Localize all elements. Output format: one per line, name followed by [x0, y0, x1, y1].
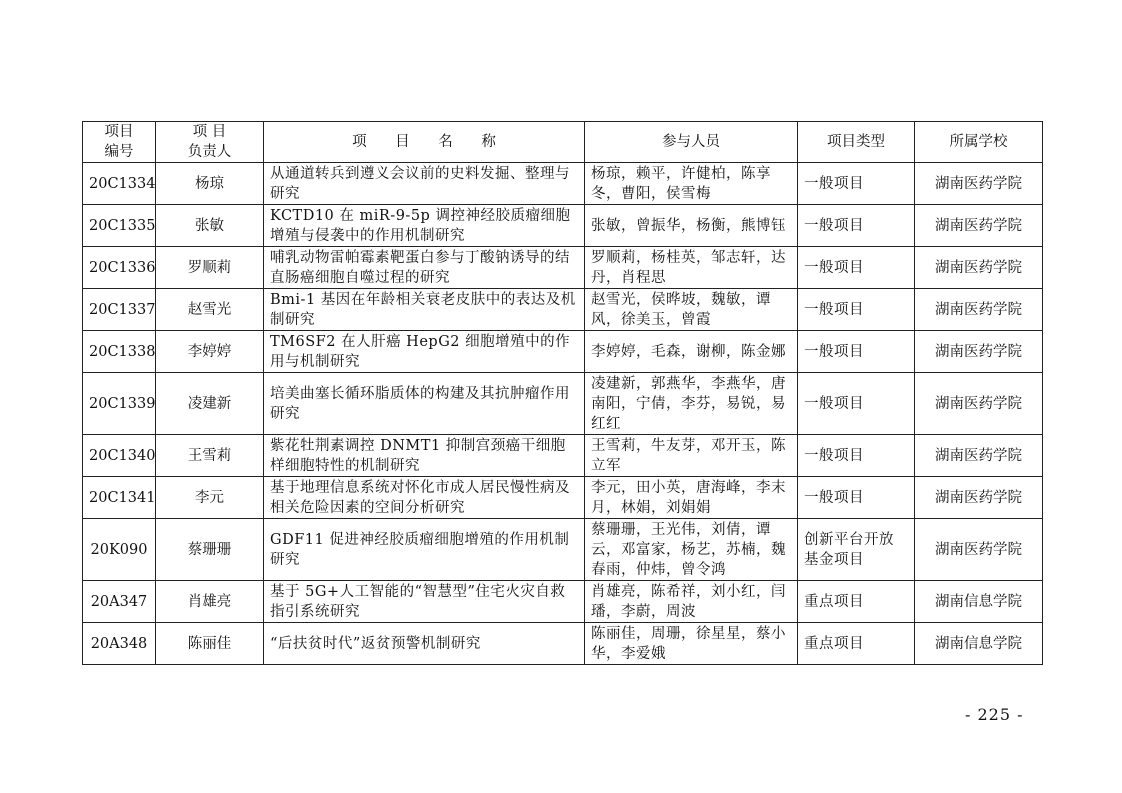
table-row — [83, 205, 1043, 247]
project-name: 基于地理信息系统对怀化市成人居民慢性病及相关危险因素的空间分析研究 — [264, 477, 585, 519]
project-members: 罗顺莉，杨桂英，邹志轩，达丹，肖程思 — [585, 247, 798, 289]
project-school: 湖南医药学院 — [915, 247, 1043, 289]
project-members: 张敏，曾振华，杨衡，熊博钰 — [585, 205, 798, 247]
project-code: 20C1337 — [83, 289, 156, 331]
table-row — [83, 477, 1043, 519]
project-leader: 张敏 — [156, 205, 264, 247]
project-type: 一般项目 — [798, 435, 915, 477]
project-name: 基于 5G+人工智能的“智慧型”住宅火灾自救指引系统研究 — [264, 581, 585, 623]
project-code: 20C1334 — [83, 163, 156, 205]
header-row — [83, 122, 1043, 163]
project-type: 重点项目 — [798, 623, 915, 665]
project-type: 一般项目 — [798, 247, 915, 289]
project-members: 李婷婷，毛森，谢柳，陈金娜 — [585, 331, 798, 373]
project-school: 湖南医药学院 — [915, 205, 1043, 247]
project-school: 湖南医药学院 — [915, 163, 1043, 205]
project-name: 从通道转兵到遵义会议前的史料发掘、整理与研究 — [264, 163, 585, 205]
project-name: 紫花牡荆素调控 DNMT1 抑制宫颈癌干细胞样细胞特性的机制研究 — [264, 435, 585, 477]
project-type: 重点项目 — [798, 581, 915, 623]
project-name: 哺乳动物雷帕霉素靶蛋白参与丁酸钠诱导的结直肠癌细胞自噬过程的研究 — [264, 247, 585, 289]
table-row — [83, 247, 1043, 289]
project-school: 湖南医药学院 — [915, 435, 1043, 477]
header-name: 项 目 名 称 — [264, 122, 585, 163]
header-code: 项目 编号 — [83, 122, 156, 163]
project-school: 湖南医药学院 — [915, 373, 1043, 435]
project-name: “后扶贫时代”返贫预警机制研究 — [264, 623, 585, 665]
project-members: 王雪莉，牛友芽，邓开玉，陈立军 — [585, 435, 798, 477]
project-code: 20C1335 — [83, 205, 156, 247]
project-school: 湖南信息学院 — [915, 623, 1043, 665]
project-school: 湖南医药学院 — [915, 289, 1043, 331]
project-table — [82, 121, 1043, 665]
project-leader: 杨琼 — [156, 163, 264, 205]
table-row — [83, 163, 1043, 205]
project-type: 一般项目 — [798, 331, 915, 373]
project-code: 20C1341 — [83, 477, 156, 519]
project-code: 20A348 — [83, 623, 156, 665]
project-members: 赵雪光，侯晔坡，魏敏，谭风，徐美玉，曾霞 — [585, 289, 798, 331]
project-leader: 王雪莉 — [156, 435, 264, 477]
table-row — [83, 435, 1043, 477]
project-code: 20C1338 — [83, 331, 156, 373]
project-members: 陈丽佳，周珊，徐星星，蔡小华，李爱娥 — [585, 623, 798, 665]
project-name: 培美曲塞长循环脂质体的构建及其抗肿瘤作用研究 — [264, 373, 585, 435]
table-row — [83, 289, 1043, 331]
project-name: KCTD10 在 miR-9-5p 调控神经胶质瘤细胞增殖与侵袭中的作用机制研究 — [264, 205, 585, 247]
project-school: 湖南医药学院 — [915, 477, 1043, 519]
project-name: Bmi-1 基因在年龄相关衰老皮肤中的表达及机制研究 — [264, 289, 585, 331]
project-code: 20A347 — [83, 581, 156, 623]
project-members: 李元，田小英，唐海峰，李末月，林娟，刘娟娟 — [585, 477, 798, 519]
project-type: 一般项目 — [798, 289, 915, 331]
project-code: 20C1336 — [83, 247, 156, 289]
project-leader: 罗顺莉 — [156, 247, 264, 289]
project-type: 一般项目 — [798, 373, 915, 435]
project-leader: 陈丽佳 — [156, 623, 264, 665]
project-members: 蔡珊珊，王光伟，刘倩，谭云，邓富家，杨艺，苏楠，魏春雨，仲炜，曾令鸿 — [585, 519, 798, 581]
project-leader: 赵雪光 — [156, 289, 264, 331]
header-leader: 项 目 负责人 — [156, 122, 264, 163]
table-row — [83, 581, 1043, 623]
header-type: 项目类型 — [798, 122, 915, 163]
project-code: 20K090 — [83, 519, 156, 581]
project-members: 杨琼，赖平，许健柏，陈享冬，曹阳，侯雪梅 — [585, 163, 798, 205]
table-row — [83, 623, 1043, 665]
project-code: 20C1340 — [83, 435, 156, 477]
project-type: 一般项目 — [798, 163, 915, 205]
project-members: 肖雄亮，陈希祥，刘小红，闫璠，李蔚，周波 — [585, 581, 798, 623]
project-code: 20C1339 — [83, 373, 156, 435]
table-row — [83, 373, 1043, 435]
project-leader: 凌建新 — [156, 373, 264, 435]
table-row — [83, 331, 1043, 373]
project-name: TM6SF2 在人肝癌 HepG2 细胞增殖中的作用与机制研究 — [264, 331, 585, 373]
table-row — [83, 519, 1043, 581]
project-school: 湖南医药学院 — [915, 331, 1043, 373]
header-school: 所属学校 — [915, 122, 1043, 163]
project-type: 创新平台开放基金项目 — [798, 519, 915, 581]
project-school: 湖南信息学院 — [915, 581, 1043, 623]
project-leader: 蔡珊珊 — [156, 519, 264, 581]
project-type: 一般项目 — [798, 477, 915, 519]
project-type: 一般项目 — [798, 205, 915, 247]
project-leader: 李元 — [156, 477, 264, 519]
project-members: 凌建新，郭燕华，李燕华，唐南阳，宁倩，李芬，易锐，易红红 — [585, 373, 798, 435]
project-leader: 肖雄亮 — [156, 581, 264, 623]
project-leader: 李婷婷 — [156, 331, 264, 373]
project-school: 湖南医药学院 — [915, 519, 1043, 581]
header-members: 参与人员 — [585, 122, 798, 163]
project-name: GDF11 促进神经胶质瘤细胞增殖的作用机制研究 — [264, 519, 585, 581]
page-number: - 225 - — [965, 705, 1024, 724]
